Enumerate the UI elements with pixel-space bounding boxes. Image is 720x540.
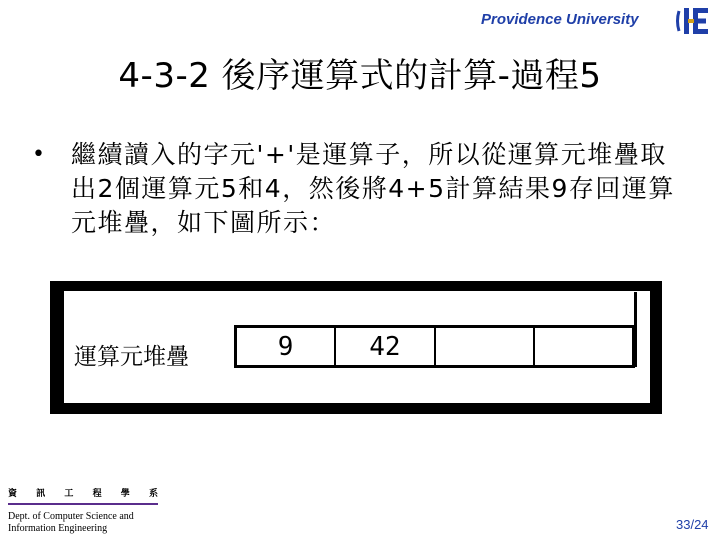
dept-char: 系 xyxy=(148,489,158,499)
dept-en-line: Information Engineering xyxy=(8,523,108,534)
stack-cell xyxy=(436,328,535,365)
dept-char: 資 xyxy=(8,489,18,499)
dept-name-english xyxy=(8,511,134,535)
dept-char: 訊 xyxy=(36,489,46,499)
slide-title: 4-3-2 後序運算式的計算-過程5 xyxy=(118,56,602,96)
page-number: 33/24 xyxy=(676,517,709,532)
university-logo-icon xyxy=(675,3,713,39)
stack-cell: 9 xyxy=(237,328,336,365)
dept-char: 工 xyxy=(64,489,74,499)
dept-char: 程 xyxy=(92,489,102,499)
stack-cell xyxy=(535,328,632,365)
dept-en-line: Dept. of Computer Science and xyxy=(8,511,134,522)
stack-cell: 42 xyxy=(336,328,435,365)
dept-char: 學 xyxy=(120,489,130,499)
bullet-item xyxy=(30,138,680,240)
bullet-dot-icon: • xyxy=(32,142,45,167)
university-name: Providence University xyxy=(481,11,639,28)
footer-divider xyxy=(8,503,158,505)
bullet-text: 繼續讀入的字元'+'是運算子，所以從運算元堆疊取出2個運算元5和4，然後將4+5計算結果9存回運算元堆疊，如下圖所示： xyxy=(71,140,675,237)
dept-name-chinese xyxy=(8,486,158,499)
stack-end-line xyxy=(634,292,637,367)
stack-label: 運算元堆疊 xyxy=(74,344,189,370)
operand-stack xyxy=(234,325,635,368)
